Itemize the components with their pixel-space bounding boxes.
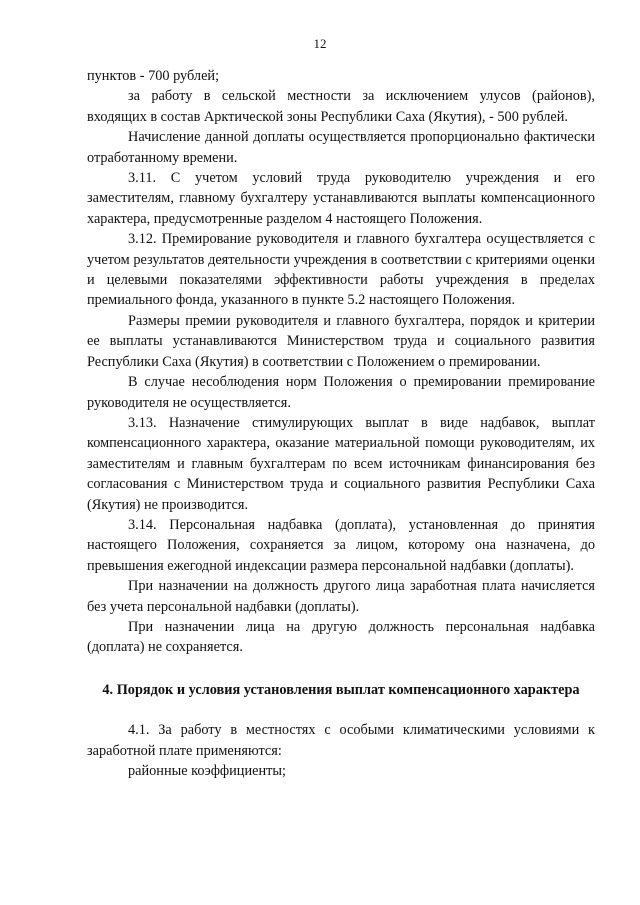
- paragraph-3-13: 3.13. Назначение стимулирующих выплат в виде надбавок, выплат компенсационного характера, оказание материальной помощи руководителям, их заместителям и главным бухгалтерам по всем источникам финансирования без согласования с Министерством труда и социального развития Республики Саха (Якутия) не производится.: [87, 414, 595, 513]
- page-number: 12: [313, 36, 327, 51]
- paragraph: пунктов - 700 рублей;: [87, 68, 220, 84]
- paragraph: При назначении лица на другую должность персональная надбавка (доплата) не сохраняется.: [87, 618, 595, 656]
- paragraph: В случае несоблюдения норм Положения о премировании премирование руководителя не осуществляется.: [87, 374, 595, 411]
- paragraph: районные коэффициенты;: [128, 763, 286, 779]
- paragraph-4-1: 4.1. За работу в местностях с особыми климатическими условиями к заработной плате применяются:: [87, 722, 595, 759]
- paragraph-3-11: 3.11. С учетом условий труда руководителю учреждения и его заместителям, главному бухгалтеру устанавливаются выплаты компенсационного характера, предусмотренные разделом 4 настоящего Положения.: [87, 170, 595, 227]
- paragraph-3-12: 3.12. Премирование руководителя и главного бухгалтера осуществляется с учетом результатов деятельности учреждения в соответствии с критериями оценки и целевыми показателями эффективности работы учреждения в пределах премиального фонда, указанного в пункте 5.2 настоящего Положения.: [87, 231, 595, 309]
- paragraph: Размеры премии руководителя и главного бухгалтера, порядок и критерии ее выплаты устанавливаются Министерством труда и социального развития Республики Саха (Якутия) в соответствии с Положением о премировании.: [87, 312, 595, 370]
- paragraph: При назначении на должность другого лица заработная плата начисляется без учета персональной надбавки (доплаты).: [87, 578, 595, 615]
- paragraph: Начисление данной доплаты осуществляется пропорционально фактически отработанному времени.: [87, 129, 595, 166]
- document-body: [87, 66, 595, 781]
- section-heading: 4. Порядок и условия установления выплат компенсационного характера: [102, 681, 580, 698]
- paragraph-3-14: 3.14. Персональная надбавка (доплата), установленная до принятия настоящего Положения, сохраняется за лицом, которому она назначена, до превышения ежегодной индексации размера персональной надбавки (доплаты).: [87, 516, 595, 574]
- paragraph: за работу в сельской местности за исключением улусов (районов), входящих в состав Арктической зоны Республики Саха (Якутия), - 500 рублей.: [87, 88, 595, 125]
